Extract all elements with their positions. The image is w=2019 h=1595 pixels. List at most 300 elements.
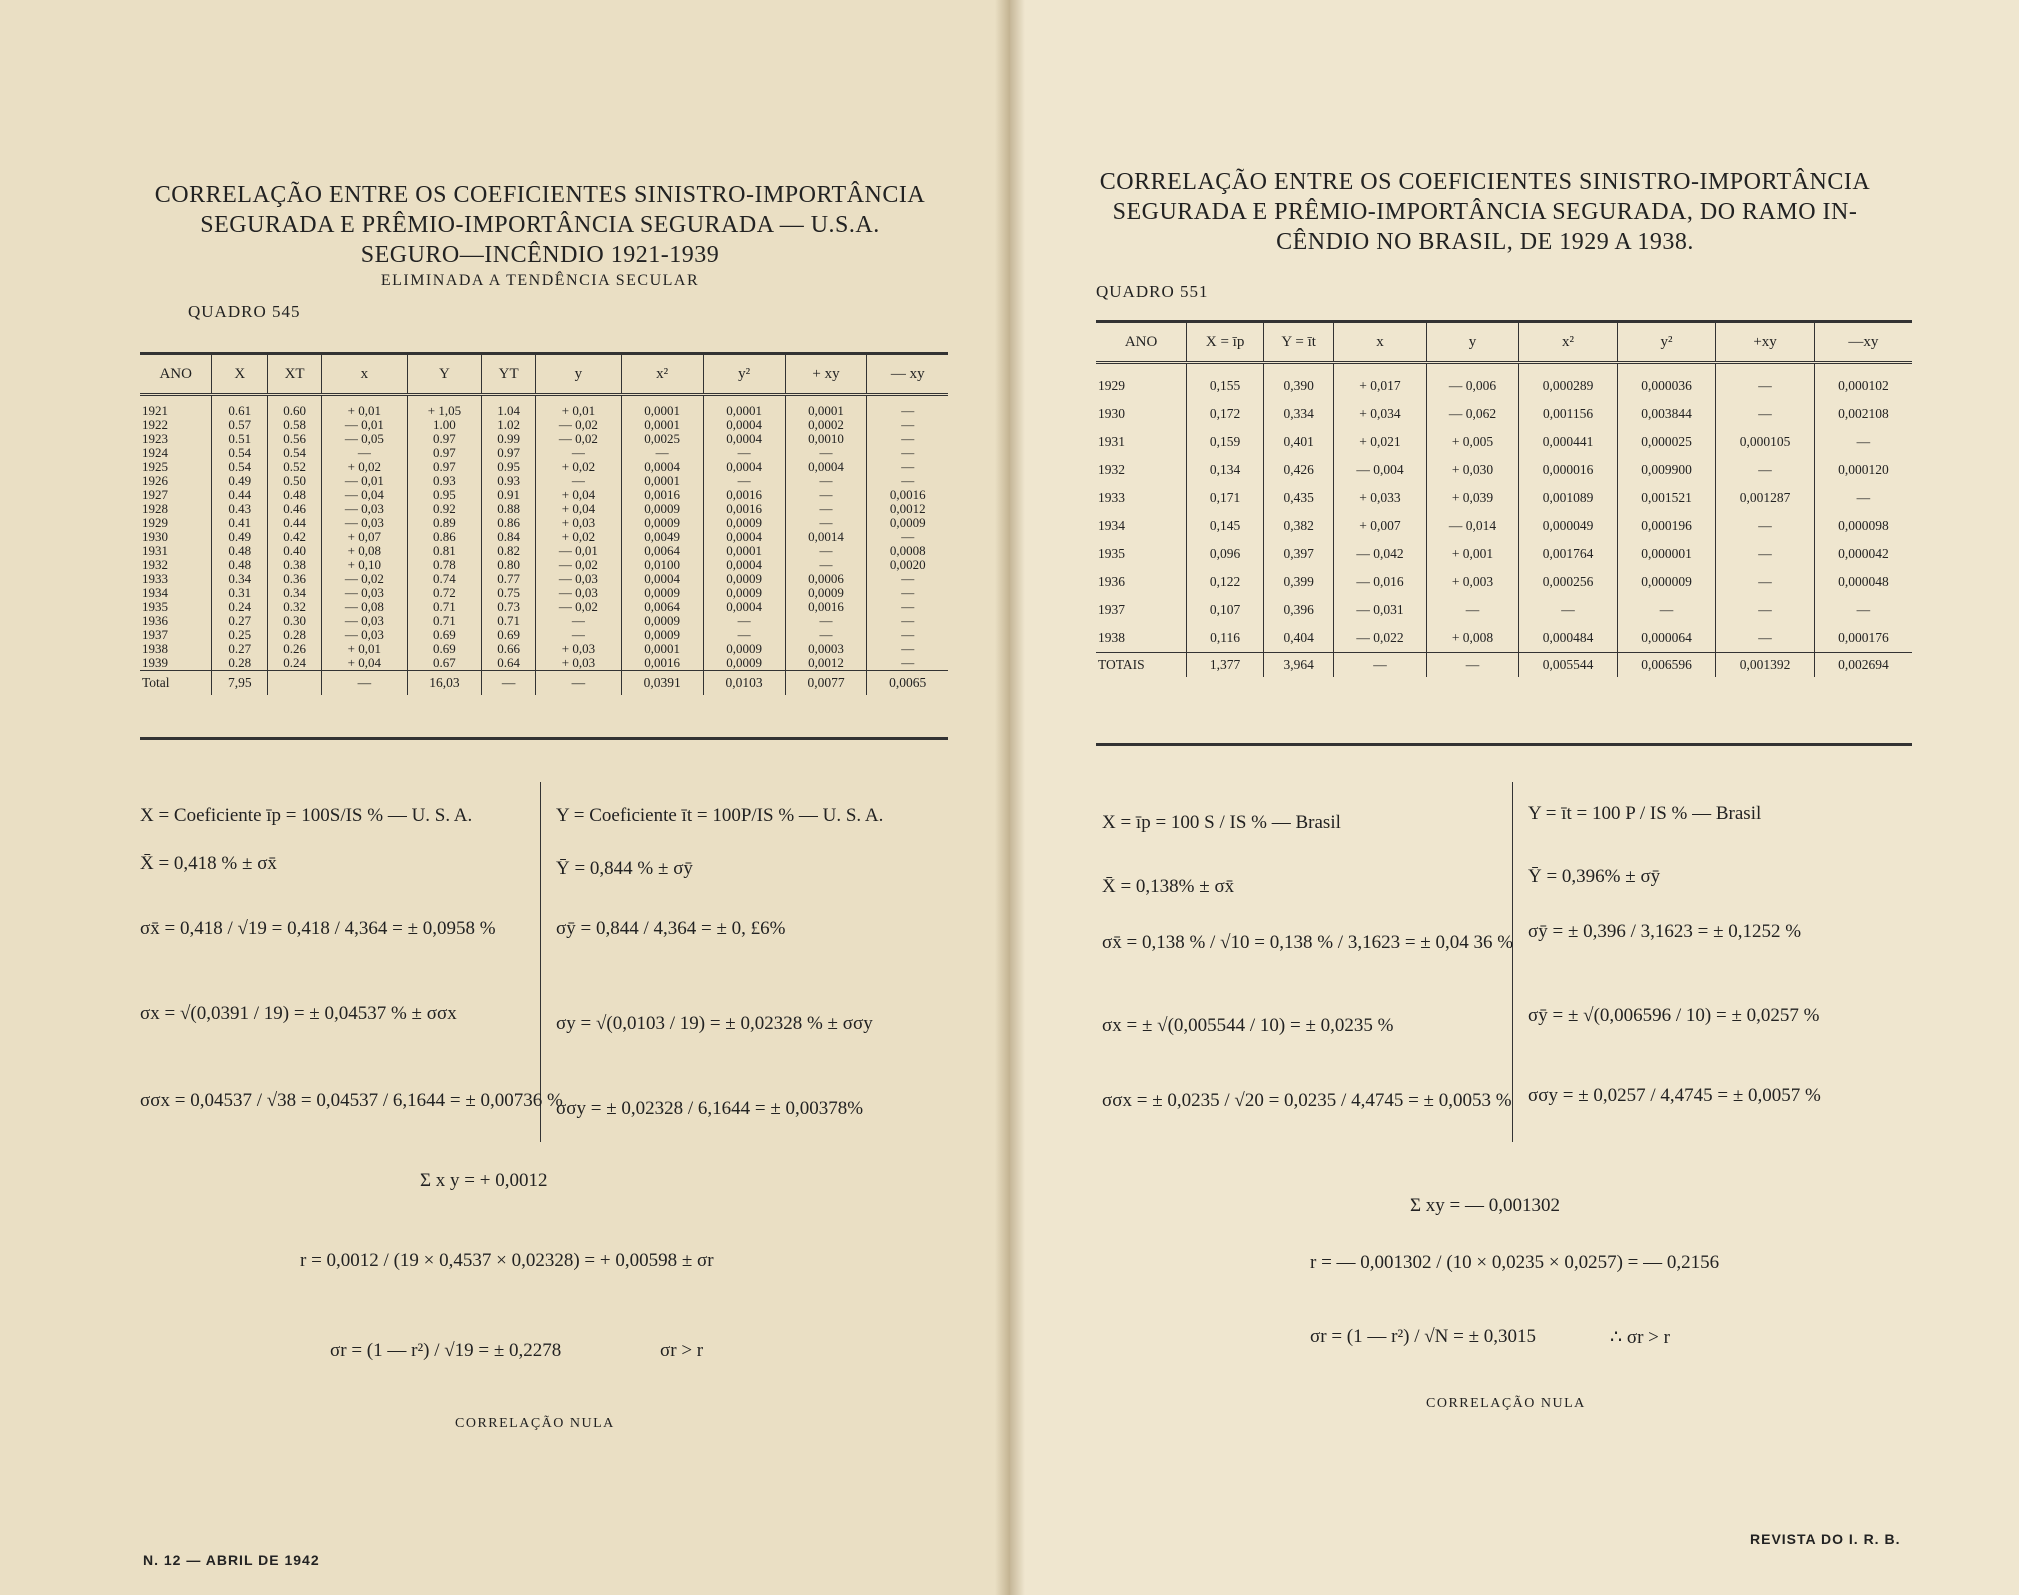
right-sigma-r: σr = (1 — r²) / √N = ± 0,3015 — [1310, 1326, 1537, 1347]
value-cell: 0,0064 — [621, 600, 703, 614]
year-cell: 1928 — [142, 501, 168, 516]
value-cell: 0.71 — [407, 600, 482, 614]
table-row — [140, 418, 948, 432]
value-cell: 0,0025 — [621, 432, 703, 446]
left-footer: N. 12 — ABRIL DE 1942 — [143, 1552, 320, 1568]
value-cell: — — [536, 474, 622, 488]
value-cell: 0.74 — [407, 572, 482, 586]
left-sum-xy: Σ x y = + 0,0012 — [420, 1170, 548, 1191]
value-cell: + 0,030 — [1426, 456, 1519, 484]
table-row — [140, 432, 948, 446]
table-row — [140, 502, 948, 516]
value-cell: 0,000036 — [1617, 363, 1716, 401]
value-cell: + 0,034 — [1334, 400, 1427, 428]
total-cell: 1,377 — [1187, 653, 1264, 678]
left-data-table — [140, 355, 948, 695]
total-cell: — — [536, 671, 622, 696]
value-cell: — — [1716, 363, 1815, 401]
value-cell: 0,334 — [1264, 400, 1334, 428]
value-cell: 0.48 — [212, 558, 268, 572]
value-cell: 0,0009 — [621, 586, 703, 600]
value-cell: — 0,01 — [322, 418, 408, 432]
value-cell: + 1,05 — [407, 395, 482, 419]
right-header-8: —xy — [1814, 323, 1912, 363]
value-cell: 0,0020 — [867, 558, 948, 572]
value-cell: 0.69 — [407, 642, 482, 656]
value-cell: — — [867, 572, 948, 586]
left-r-formula: r = 0,0012 / (19 × 0,4537 × 0,02328) = + 0,00598 ± σr — [300, 1250, 714, 1271]
value-cell: — 0,01 — [536, 544, 622, 558]
value-cell: 0.77 — [482, 572, 536, 586]
year-cell: 1926 — [142, 473, 168, 488]
value-cell: 0,0010 — [785, 432, 867, 446]
value-cell: 0.40 — [268, 544, 322, 558]
value-cell: 0,0001 — [785, 395, 867, 419]
right-x-mean: X̄ = 0,138% ± σx̄ — [1102, 876, 1235, 897]
value-cell: + 0,04 — [322, 656, 408, 671]
total-cell: 0,006596 — [1617, 653, 1716, 678]
value-cell: 0,000001 — [1617, 540, 1716, 568]
value-cell: 0,0016 — [867, 488, 948, 502]
left-sigma-x: σx = √(0,0391 / 19) = ± 0,04537 % ± σσx — [140, 1003, 457, 1024]
right-sigma-sigma-y: σσy = ± 0,0257 / 4,4745 = ± 0,0057 % — [1528, 1085, 1821, 1106]
value-cell: 0.78 — [407, 558, 482, 572]
value-cell: + 0,07 — [322, 530, 408, 544]
value-cell: 0.72 — [407, 586, 482, 600]
value-cell: + 0,02 — [536, 460, 622, 474]
right-title-line-3: CÊNDIO NO BRASIL, DE 1929 A 1938. — [1276, 229, 1694, 255]
year-cell: 1932 — [142, 557, 168, 572]
total-cell: — — [322, 671, 408, 696]
left-table-frame — [140, 352, 948, 740]
value-cell: — — [1716, 512, 1815, 540]
value-cell: 0,000441 — [1519, 428, 1618, 456]
value-cell: — 0,02 — [536, 558, 622, 572]
table-row — [1096, 540, 1912, 568]
total-cell: 0,0103 — [703, 671, 785, 696]
value-cell: 0.75 — [482, 586, 536, 600]
total-label: TOTAIS — [1096, 653, 1187, 678]
value-cell: — 0,02 — [536, 418, 622, 432]
value-cell: — 0,03 — [322, 628, 408, 642]
value-cell: — — [785, 544, 867, 558]
value-cell: — — [785, 488, 867, 502]
year-cell: 1932 — [1098, 462, 1125, 477]
value-cell: 0,0009 — [703, 516, 785, 530]
value-cell: 0,0004 — [703, 600, 785, 614]
value-cell: — 0,03 — [536, 586, 622, 600]
value-cell: + 0,003 — [1426, 568, 1519, 596]
value-cell: 0.64 — [482, 656, 536, 671]
value-cell: — — [322, 446, 408, 460]
value-cell: 0,0009 — [703, 572, 785, 586]
value-cell: — — [867, 446, 948, 460]
value-cell: 0.99 — [482, 432, 536, 446]
value-cell: 0.54 — [212, 446, 268, 460]
value-cell: + 0,04 — [536, 488, 622, 502]
table-row — [140, 614, 948, 628]
total-label: Total — [140, 671, 212, 696]
value-cell: + 0,01 — [322, 642, 408, 656]
table-row — [1096, 596, 1912, 624]
value-cell: 0,0004 — [621, 572, 703, 586]
value-cell: + 0,04 — [536, 502, 622, 516]
right-total-row — [1096, 653, 1912, 678]
value-cell: 0.97 — [407, 460, 482, 474]
value-cell: 0.82 — [482, 544, 536, 558]
value-cell: 0,0009 — [621, 628, 703, 642]
value-cell: — — [1716, 568, 1815, 596]
value-cell: 0,396 — [1264, 596, 1334, 624]
value-cell: — — [867, 432, 948, 446]
table-row — [140, 586, 948, 600]
right-formula-divider — [1512, 782, 1513, 1142]
left-conclusion: CORRELAÇÃO NULA — [455, 1416, 615, 1431]
value-cell: — — [785, 628, 867, 642]
value-cell: — 0,014 — [1426, 512, 1519, 540]
value-cell: 0.86 — [407, 530, 482, 544]
left-x-mean: X̄ = 0,418 % ± σx̄ — [140, 853, 277, 874]
value-cell: 0.69 — [482, 628, 536, 642]
table-row — [1096, 512, 1912, 540]
value-cell: 0,171 — [1187, 484, 1264, 512]
right-data-table — [1096, 323, 1912, 677]
value-cell: 0,0016 — [621, 488, 703, 502]
value-cell: 0.80 — [482, 558, 536, 572]
year-cell: 1924 — [142, 445, 168, 460]
left-formula-divider — [540, 782, 541, 1142]
value-cell: — — [1716, 596, 1815, 624]
value-cell: 0.67 — [407, 656, 482, 671]
value-cell: 0.48 — [212, 544, 268, 558]
left-total-row — [140, 671, 948, 696]
left-title-line-3: SEGURO—INCÊNDIO 1921-1939 — [360, 242, 720, 268]
value-cell: — — [785, 614, 867, 628]
left-header-5: YT — [482, 355, 536, 395]
value-cell: 0,0016 — [785, 600, 867, 614]
year-cell: 1931 — [142, 543, 168, 558]
value-cell: 0.97 — [482, 446, 536, 460]
value-cell: 0,0009 — [703, 642, 785, 656]
left-sigma-y: σy = √(0,0103 / 19) = ± 0,02328 % ± σσy — [556, 1013, 873, 1034]
value-cell: + 0,017 — [1334, 363, 1427, 401]
value-cell: 0,001521 — [1617, 484, 1716, 512]
value-cell: 0,002108 — [1814, 400, 1912, 428]
value-cell: — — [867, 642, 948, 656]
total-cell: 7,95 — [212, 671, 268, 696]
right-sigma-y: σȳ = ± √(0,006596 / 10) = ± 0,0257 % — [1528, 1005, 1820, 1026]
value-cell: — 0,042 — [1334, 540, 1427, 568]
value-cell: 0.93 — [407, 474, 482, 488]
value-cell: — — [536, 628, 622, 642]
table-row — [1096, 568, 1912, 596]
value-cell: 0.42 — [268, 530, 322, 544]
year-cell: 1937 — [1098, 602, 1125, 617]
value-cell: — — [703, 474, 785, 488]
total-cell: — — [482, 671, 536, 696]
left-sigma-xbar: σx̄ = 0,418 / √19 = 0,418 / 4,364 = ± 0,0958 % — [140, 918, 496, 939]
right-y-mean: Ȳ = 0,396% ± σȳ — [1528, 866, 1661, 887]
left-x-definition: X = Coeficiente īp = 100S/IS % — U. S. A. — [140, 805, 473, 826]
table-row — [140, 572, 948, 586]
page-gutter — [995, 0, 1025, 1595]
value-cell: — — [785, 516, 867, 530]
value-cell: 0,000289 — [1519, 363, 1618, 401]
value-cell: 0,397 — [1264, 540, 1334, 568]
right-title-line-1: CORRELAÇÃO ENTRE OS COEFICIENTES SINISTRO-IMPORTÂNCIA — [1099, 169, 1871, 195]
right-sigma-sigma-x: σσx = ± 0,0235 / √20 = 0,0235 / 4,4745 = ± 0,0053 % — [1102, 1090, 1512, 1111]
value-cell: 0,390 — [1264, 363, 1334, 401]
value-cell: — 0,031 — [1334, 596, 1427, 624]
right-title — [1070, 167, 1900, 257]
table-row — [140, 530, 948, 544]
value-cell: 0.61 — [212, 395, 268, 419]
total-cell: — — [1334, 653, 1427, 678]
value-cell: 0,0004 — [703, 558, 785, 572]
value-cell: 0.44 — [268, 516, 322, 530]
value-cell: 0.27 — [212, 614, 268, 628]
value-cell: 0,159 — [1187, 428, 1264, 456]
value-cell: 0,0064 — [621, 544, 703, 558]
value-cell: — 0,05 — [322, 432, 408, 446]
right-header-3: x — [1334, 323, 1427, 363]
value-cell: — — [867, 418, 948, 432]
right-r-formula: r = — 0,001302 / (10 × 0,0235 × 0,0257) = — 0,2156 — [1310, 1252, 1720, 1273]
left-title-line-1: CORRELAÇÃO ENTRE OS COEFICIENTES SINISTRO-IMPORTÂNCIA — [154, 182, 926, 208]
value-cell: — — [1716, 400, 1815, 428]
value-cell: 0.71 — [407, 614, 482, 628]
value-cell: — — [703, 614, 785, 628]
value-cell: — — [867, 395, 948, 419]
value-cell: — 0,03 — [536, 572, 622, 586]
right-header-6: y² — [1617, 323, 1716, 363]
value-cell: + 0,007 — [1334, 512, 1427, 540]
value-cell: + 0,033 — [1334, 484, 1427, 512]
table-row — [140, 544, 948, 558]
right-header-7: +xy — [1716, 323, 1815, 363]
left-header-3: x — [322, 355, 408, 395]
value-cell: 0,0100 — [621, 558, 703, 572]
value-cell: + 0,001 — [1426, 540, 1519, 568]
value-cell: — — [1716, 456, 1815, 484]
value-cell: — 0,04 — [322, 488, 408, 502]
right-table-frame — [1096, 320, 1912, 746]
value-cell: 0,134 — [1187, 456, 1264, 484]
left-quadro-label: QUADRO 545 — [188, 302, 301, 321]
value-cell: — — [867, 628, 948, 642]
value-cell: 0.69 — [407, 628, 482, 642]
value-cell: + 0,008 — [1426, 624, 1519, 653]
value-cell: + 0,08 — [322, 544, 408, 558]
year-cell: 1929 — [142, 515, 168, 530]
table-row — [140, 600, 948, 614]
value-cell: 0,003844 — [1617, 400, 1716, 428]
value-cell: — — [867, 586, 948, 600]
year-cell: 1923 — [142, 431, 168, 446]
value-cell: 0.28 — [212, 656, 268, 671]
left-header-6: y — [536, 355, 622, 395]
value-cell: 0,0009 — [703, 586, 785, 600]
value-cell: 0,399 — [1264, 568, 1334, 596]
value-cell: 0,107 — [1187, 596, 1264, 624]
value-cell: 1.00 — [407, 418, 482, 432]
value-cell: 0,0001 — [621, 642, 703, 656]
value-cell: 0,0002 — [785, 418, 867, 432]
value-cell: 0,0001 — [621, 395, 703, 419]
value-cell: 0,0014 — [785, 530, 867, 544]
value-cell: + 0,01 — [322, 395, 408, 419]
right-sigma-x: σx = ± √(0,005544 / 10) = ± 0,0235 % — [1102, 1015, 1394, 1036]
year-cell: 1938 — [142, 641, 168, 656]
table-row — [140, 558, 948, 572]
value-cell: 0.66 — [482, 642, 536, 656]
value-cell: 0,000484 — [1519, 624, 1618, 653]
value-cell: — — [703, 628, 785, 642]
left-subtitle: ELIMINADA A TENDÊNCIA SECULAR — [380, 272, 700, 289]
left-header-10: — xy — [867, 355, 948, 395]
value-cell: 0,0016 — [703, 502, 785, 516]
value-cell: 0,122 — [1187, 568, 1264, 596]
value-cell: — 0,08 — [322, 600, 408, 614]
value-cell: 0,000256 — [1519, 568, 1618, 596]
table-row — [140, 516, 948, 530]
value-cell: 0.24 — [212, 600, 268, 614]
value-cell: 0,000102 — [1814, 363, 1912, 401]
value-cell: 1.02 — [482, 418, 536, 432]
value-cell: 0.54 — [212, 460, 268, 474]
value-cell: — 0,022 — [1334, 624, 1427, 653]
table-row — [140, 446, 948, 460]
value-cell: 0.58 — [268, 418, 322, 432]
value-cell: 0,000176 — [1814, 624, 1912, 653]
value-cell: 0.71 — [482, 614, 536, 628]
right-header-5: x² — [1519, 323, 1618, 363]
value-cell: + 0,005 — [1426, 428, 1519, 456]
value-cell: — — [1519, 596, 1618, 624]
value-cell: 0,000016 — [1519, 456, 1618, 484]
value-cell: — 0,03 — [322, 614, 408, 628]
value-cell: 0.30 — [268, 614, 322, 628]
left-title — [130, 180, 950, 270]
value-cell: — — [867, 460, 948, 474]
value-cell: 0,0004 — [703, 460, 785, 474]
value-cell: — 0,01 — [322, 474, 408, 488]
right-header-1: X = īp — [1187, 323, 1264, 363]
value-cell: 0.92 — [407, 502, 482, 516]
right-sigma-xbar: σx̄ = 0,138 % / √10 = 0,138 % / 3,1623 = ± 0,04 36 % — [1102, 932, 1514, 953]
year-cell: 1936 — [142, 613, 168, 628]
year-cell: 1936 — [1098, 574, 1125, 589]
value-cell: 0,0004 — [703, 418, 785, 432]
value-cell: 0,0006 — [785, 572, 867, 586]
total-cell: 0,0065 — [867, 671, 948, 696]
value-cell: — 0,016 — [1334, 568, 1427, 596]
value-cell: 0,001287 — [1716, 484, 1815, 512]
value-cell: 0,0008 — [867, 544, 948, 558]
left-header-1: X — [212, 355, 268, 395]
year-cell: 1933 — [1098, 490, 1125, 505]
year-cell: 1921 — [142, 403, 168, 418]
value-cell: — — [1814, 428, 1912, 456]
left-sigma-r: σr = (1 — r²) / √19 = ± 0,2278 — [330, 1340, 562, 1361]
value-cell: 0,001764 — [1519, 540, 1618, 568]
right-page — [1010, 0, 2019, 1595]
value-cell: — — [785, 558, 867, 572]
value-cell: 0.27 — [212, 642, 268, 656]
value-cell: — — [621, 446, 703, 460]
right-header-0: ANO — [1096, 323, 1187, 363]
year-cell: 1933 — [142, 571, 168, 586]
table-row — [1096, 624, 1912, 653]
value-cell: 0.91 — [482, 488, 536, 502]
value-cell: — 0,03 — [322, 502, 408, 516]
value-cell: 0.38 — [268, 558, 322, 572]
left-title-line-2: SEGURADA E PRÊMIO-IMPORTÂNCIA SEGURADA — U.S.A. — [200, 212, 880, 238]
value-cell: 0,0004 — [621, 460, 703, 474]
value-cell: 0.57 — [212, 418, 268, 432]
year-cell: 1934 — [1098, 518, 1125, 533]
value-cell: — 0,062 — [1426, 400, 1519, 428]
year-cell: 1922 — [142, 417, 168, 432]
value-cell: 0,145 — [1187, 512, 1264, 540]
value-cell: 0.50 — [268, 474, 322, 488]
value-cell: 0.89 — [407, 516, 482, 530]
left-header-7: x² — [621, 355, 703, 395]
value-cell: + 0,02 — [536, 530, 622, 544]
right-sigma-ybar: σȳ = ± 0,396 / 3,1623 = ± 0,1252 % — [1528, 921, 1802, 942]
value-cell: 0,000064 — [1617, 624, 1716, 653]
value-cell: 0.48 — [268, 488, 322, 502]
table-row — [140, 642, 948, 656]
value-cell: + 0,10 — [322, 558, 408, 572]
value-cell: 0,0009 — [785, 586, 867, 600]
value-cell: 0.31 — [212, 586, 268, 600]
value-cell: — 0,006 — [1426, 363, 1519, 401]
value-cell: 0.95 — [407, 488, 482, 502]
value-cell: 0.95 — [482, 460, 536, 474]
total-cell: — — [1426, 653, 1519, 678]
value-cell: + 0,021 — [1334, 428, 1427, 456]
value-cell: — 0,02 — [536, 432, 622, 446]
value-cell: 0.44 — [212, 488, 268, 502]
right-quadro-label: QUADRO 551 — [1096, 282, 1209, 301]
value-cell: 0,172 — [1187, 400, 1264, 428]
value-cell: — — [536, 446, 622, 460]
table-row — [1096, 428, 1912, 456]
year-cell: 1935 — [1098, 546, 1125, 561]
value-cell: + 0,01 — [536, 395, 622, 419]
value-cell: — — [785, 446, 867, 460]
value-cell: 0,0016 — [703, 488, 785, 502]
value-cell: — — [785, 474, 867, 488]
table-row — [1096, 363, 1912, 401]
value-cell: 0.97 — [407, 446, 482, 460]
value-cell: 0,000009 — [1617, 568, 1716, 596]
value-cell: — — [867, 614, 948, 628]
value-cell: + 0,03 — [536, 642, 622, 656]
year-cell: 1938 — [1098, 630, 1125, 645]
value-cell: 0,435 — [1264, 484, 1334, 512]
value-cell: — 0,02 — [536, 600, 622, 614]
table-row — [140, 395, 948, 419]
table-row — [140, 474, 948, 488]
value-cell: 0,000196 — [1617, 512, 1716, 540]
right-header-4: y — [1426, 323, 1519, 363]
value-cell: 0.86 — [482, 516, 536, 530]
value-cell: 0,0009 — [867, 516, 948, 530]
value-cell: 0.46 — [268, 502, 322, 516]
value-cell: 0,001156 — [1519, 400, 1618, 428]
